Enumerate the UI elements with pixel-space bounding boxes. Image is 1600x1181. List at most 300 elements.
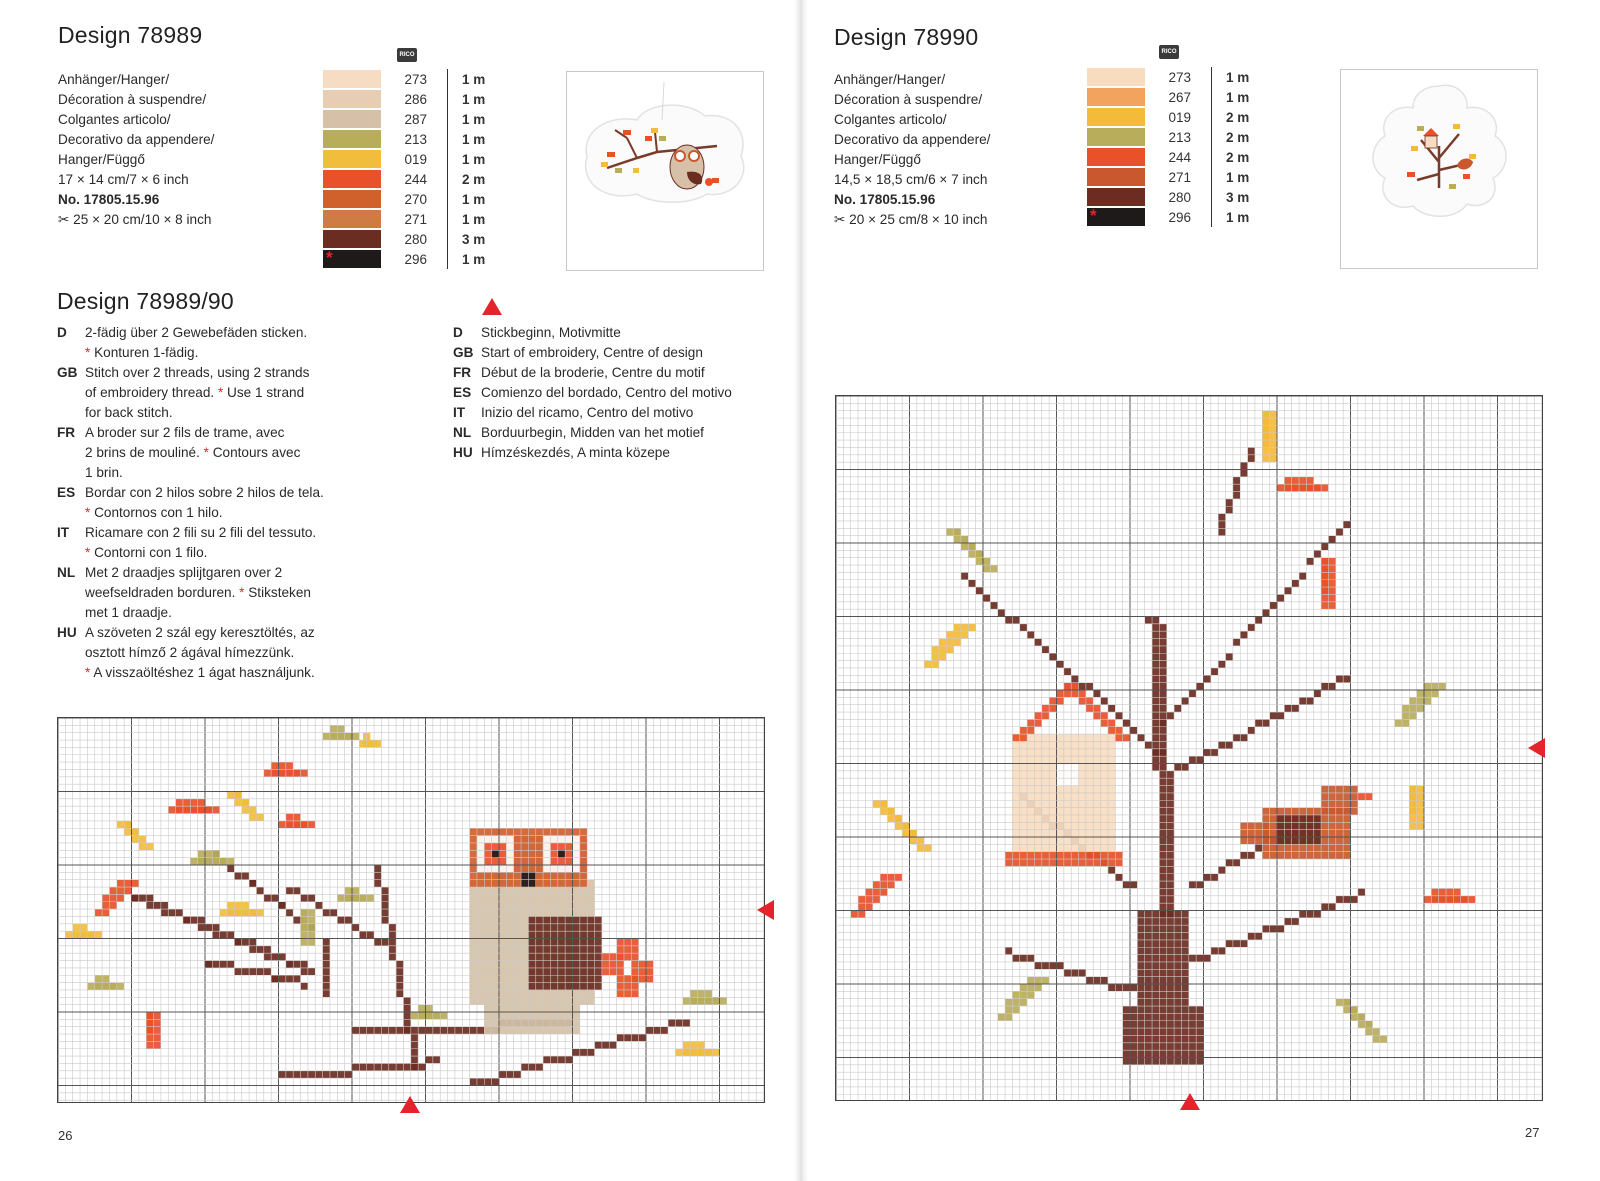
stitch-branch: [1189, 1006, 1196, 1013]
stitch-owl-body: [477, 939, 484, 946]
stitch-branch: [323, 909, 330, 916]
stitch-branch: [1145, 617, 1152, 624]
stitch-branch: [242, 872, 249, 879]
stitch-branch: [1145, 984, 1152, 991]
cross-stitch-chart-owl: [57, 717, 765, 1103]
stitch-branch: [653, 1027, 660, 1034]
instruction-gb: GB Stitch over 2 threads, using 2 strands of embroidery thread. * Use 1 strand for back stitch.: [57, 365, 310, 420]
stitch-owl-body: [506, 968, 513, 975]
stitch-owl-body: [543, 902, 550, 909]
stitch-branch: [359, 1063, 366, 1070]
stitch-owl-body: [573, 1019, 580, 1026]
stitch-owl-body: [528, 902, 535, 909]
stitch-leaf: [1321, 565, 1328, 572]
stitch-leaf: [95, 975, 102, 982]
stitch-branch: [1159, 844, 1166, 851]
stitch-branch: [1159, 1028, 1166, 1035]
stitch-branch: [1167, 991, 1174, 998]
stitch-branch: [1123, 984, 1130, 991]
legend-row: ES Comienzo del bordado, Centro del motivo: [453, 385, 732, 400]
stitch-branch: [198, 924, 205, 931]
stitch-branch: [1130, 984, 1137, 991]
stitch-branch: [396, 968, 403, 975]
stitch-branch: [1248, 852, 1255, 859]
stitch-branch: [1159, 793, 1166, 800]
stitch-branch: [1137, 947, 1144, 954]
stitch-owl-body: [521, 916, 528, 923]
stitch-branch: [1159, 764, 1166, 771]
stitch-branch: [183, 916, 190, 923]
stitch-branch: [1174, 991, 1181, 998]
legend-row: HU Hímzéskezdés, A minta közepe: [453, 445, 670, 460]
stitch-leaf: [1321, 558, 1328, 565]
stitch-branch: [1181, 1021, 1188, 1028]
stitch-branch: [301, 961, 308, 968]
stitch-leaf: [705, 990, 712, 997]
stitch-branch: [1181, 969, 1188, 976]
stitch-birdhouse-hole: [1057, 764, 1079, 786]
stitch-branch: [1145, 969, 1152, 976]
stitch-leaf: [1321, 572, 1328, 579]
stitch-branch: [470, 1078, 477, 1085]
stitch-branch: [279, 1071, 286, 1078]
stitch-branch: [646, 1027, 653, 1034]
stitch-owl-body: [565, 1027, 572, 1034]
stitch-owl-body: [528, 1012, 535, 1019]
stitch-branch: [345, 1071, 352, 1078]
stitch-owl-body: [477, 924, 484, 931]
stitch-branch: [1167, 903, 1174, 910]
stitch-owl-body: [514, 953, 521, 960]
stitch-branch: [411, 1041, 418, 1048]
stitch-owl-body: [565, 887, 572, 894]
stitch-owl-body: [573, 997, 580, 1004]
stitch-branch: [1152, 933, 1159, 940]
stitch-owl-body: [477, 909, 484, 916]
stitch-branch: [1181, 1050, 1188, 1057]
stitch-branch: [1328, 903, 1335, 910]
stitch-branch: [1233, 940, 1240, 947]
stitch-branch: [1152, 712, 1159, 719]
color-code: 019: [1168, 109, 1191, 125]
stitch-leaf: [1409, 793, 1416, 800]
stitch-branch: [1159, 1035, 1166, 1042]
stitch-branch: [1123, 1043, 1130, 1050]
stitch-branch: [301, 983, 308, 990]
stitch-leaf: [858, 896, 865, 903]
stitch-branch: [374, 880, 381, 887]
stitch-branch: [279, 975, 286, 982]
color-key-row: [1087, 207, 1249, 227]
stitch-branch: [1027, 955, 1034, 962]
stitch-branch: [1071, 969, 1078, 976]
color-swatch: [1087, 88, 1145, 106]
stitch-leaf: [102, 975, 109, 982]
stitch-branch: [1152, 969, 1159, 976]
stitch-branch: [227, 931, 234, 938]
thread-length: 1 m: [462, 191, 486, 207]
stitch-branch: [1130, 1050, 1137, 1057]
stitch-branch: [1159, 749, 1166, 756]
stitch-owl-body: [470, 916, 477, 923]
backstitch-star-icon: *: [1090, 206, 1097, 225]
stitch-branch: [1211, 668, 1218, 675]
stitch-branch: [1167, 984, 1174, 991]
thread-length: 2 m: [1226, 129, 1250, 145]
stitch-leaf: [939, 639, 946, 646]
stitch-branch: [1152, 999, 1159, 1006]
stitch-branch: [976, 587, 983, 594]
stitch-branch: [381, 1027, 388, 1034]
stitch-branch: [1248, 933, 1255, 940]
stitch-branch: [154, 902, 161, 909]
design-description-right: [834, 70, 990, 230]
stitch-branch: [1181, 925, 1188, 932]
stitch-branch: [234, 872, 241, 879]
stitch-leaf: [301, 916, 308, 923]
stitch-branch: [426, 1027, 433, 1034]
stitch-branch: [1218, 947, 1225, 954]
color-key-row: [323, 189, 485, 209]
stitch-branch: [1167, 911, 1174, 918]
stitch-branch: [264, 968, 271, 975]
stitch-branch: [1226, 653, 1233, 660]
stitch-owl-body: [477, 975, 484, 982]
stitch-owl-body: [580, 887, 587, 894]
stitch-branch: [1218, 521, 1225, 528]
stitch-owl-body: [514, 946, 521, 953]
stitch-branch: [1130, 1021, 1137, 1028]
stitch-owl-body: [558, 990, 565, 997]
stitch-branch: [968, 580, 975, 587]
stitch-owl-body: [506, 894, 513, 901]
stitch-owl-body: [514, 1005, 521, 1012]
stitch-owl-body: [521, 946, 528, 953]
color-key-row: [323, 249, 485, 269]
stitch-branch: [1167, 866, 1174, 873]
stitch-branch: [1123, 719, 1130, 726]
stitch-branch: [1159, 933, 1166, 940]
book-gutter: [794, 0, 808, 1181]
stitch-branch: [1167, 977, 1174, 984]
stitch-owl-body: [499, 990, 506, 997]
stitch-branch: [1336, 896, 1343, 903]
stitch-leaf: [697, 1041, 704, 1048]
stitch-branch: [1167, 881, 1174, 888]
stitch-branch: [1152, 727, 1159, 734]
stitch-branch: [264, 953, 271, 960]
stitch-branch: [1167, 896, 1174, 903]
stitch-branch: [1167, 859, 1174, 866]
stitch-branch: [1159, 741, 1166, 748]
stitch-branch: [146, 902, 153, 909]
stitch-owl-body: [499, 909, 506, 916]
stitch-branch: [1218, 866, 1225, 873]
stitch-branch: [286, 975, 293, 982]
stitch-owl-body: [514, 990, 521, 997]
stitch-leaf: [1262, 425, 1269, 432]
stitch-branch: [1115, 874, 1122, 881]
stitch-owl-body: [580, 902, 587, 909]
stitch-leaf: [227, 902, 234, 909]
stitch-owl-body: [492, 924, 499, 931]
stitch-branch: [301, 968, 308, 975]
stitch-owl-body: [499, 946, 506, 953]
stitch-owl-body: [506, 1019, 513, 1026]
stitch-branch: [1159, 896, 1166, 903]
stitch-branch: [1159, 999, 1166, 1006]
stitch-owl-body: [543, 909, 550, 916]
stitch-branch: [1255, 933, 1262, 940]
stitch-owl-body: [514, 997, 521, 1004]
stitch-owl-body: [484, 953, 491, 960]
stitch-branch: [1167, 822, 1174, 829]
stitch-owl-body: [565, 1012, 572, 1019]
stitch-branch: [1167, 933, 1174, 940]
stitch-branch: [1181, 933, 1188, 940]
stitch-branch: [256, 887, 263, 894]
desc-line: 17 × 14 cm/7 × 6 inch: [58, 172, 189, 187]
stitch-branch: [1306, 697, 1313, 704]
stitch-branch: [1167, 786, 1174, 793]
stitch-branch: [293, 961, 300, 968]
stitch-leaf: [1292, 477, 1299, 484]
stitch-owl-body: [521, 975, 528, 982]
stitch-branch: [330, 909, 337, 916]
stitch-branch: [1358, 888, 1365, 895]
stitch-branch: [389, 1063, 396, 1070]
color-key-row: [323, 209, 485, 229]
stitch-owl-body: [514, 939, 521, 946]
stitch-branch: [1086, 683, 1093, 690]
stitch-branch: [1159, 786, 1166, 793]
stitch-branch: [1174, 1035, 1181, 1042]
stitch-branch: [1012, 617, 1019, 624]
stitch-branch: [1174, 933, 1181, 940]
stitch-branch: [543, 1056, 550, 1063]
stitch-branch: [1152, 741, 1159, 748]
stitch-branch: [323, 968, 330, 975]
stitch-branch: [1270, 602, 1277, 609]
stitch-branch: [1196, 955, 1203, 962]
stitch-branch: [1137, 1006, 1144, 1013]
stitch-owl-body: [484, 924, 491, 931]
legend-row: IT Inizio del ricamo, Centro del motivo: [453, 405, 694, 420]
stitch-branch: [1145, 1058, 1152, 1065]
stitch-branch: [279, 902, 286, 909]
stitch-branch: [1343, 896, 1350, 903]
thread-length: 2 m: [1226, 149, 1250, 165]
stitch-branch: [323, 975, 330, 982]
stitch-owl-body: [499, 916, 506, 923]
stitch-owl-body: [470, 939, 477, 946]
desc-line: Anhänger/Hanger/: [834, 72, 946, 87]
stitch-branch: [1204, 675, 1211, 682]
stitch-owl-body: [492, 902, 499, 909]
stitch-leaf: [1439, 888, 1446, 895]
stitch-owl-body: [506, 990, 513, 997]
stitch-branch: [1123, 1021, 1130, 1028]
stitch-owl-body: [506, 887, 513, 894]
stitch-branch: [1145, 1035, 1152, 1042]
fabric-cut-size: ✂ 25 × 20 cm/10 × 8 inch: [58, 212, 212, 227]
stitch-owl-body: [587, 902, 594, 909]
color-key-row: [323, 169, 485, 189]
stitch-branch: [1137, 984, 1144, 991]
stitch-branch: [1159, 881, 1166, 888]
stitch-branch: [411, 1027, 418, 1034]
color-swatch: [1087, 128, 1145, 146]
stitch-owl-body: [484, 939, 491, 946]
stitch-branch: [1130, 1013, 1137, 1020]
stitch-branch: [1130, 727, 1137, 734]
stitch-branch: [1167, 955, 1174, 962]
stitch-branch: [286, 887, 293, 894]
stitch-owl-body: [565, 997, 572, 1004]
stitch-branch: [602, 1041, 609, 1048]
stitch-branch: [1167, 837, 1174, 844]
stitch-owl-body: [492, 1012, 499, 1019]
stitch-owl-body: [573, 909, 580, 916]
stitch-owl-body: [477, 968, 484, 975]
stitch-branch: [1233, 484, 1240, 491]
stitch-owl-body: [499, 983, 506, 990]
stitch-branch: [389, 924, 396, 931]
stitch-leaf: [146, 1012, 153, 1019]
stitch-branch: [1321, 683, 1328, 690]
stitch-branch: [1159, 690, 1166, 697]
stitch-branch: [381, 1063, 388, 1070]
stitch-branch: [271, 975, 278, 982]
stitch-branch: [1020, 624, 1027, 631]
stitch-branch: [1159, 925, 1166, 932]
stitch-branch: [1181, 955, 1188, 962]
stitch-branch: [440, 1027, 447, 1034]
stitch-owl-body: [550, 1005, 557, 1012]
stitch-owl-body: [550, 1019, 557, 1026]
stitch-owl-body: [536, 990, 543, 997]
stitch-branch: [1204, 749, 1211, 756]
color-key-left: [323, 69, 485, 269]
stitch-branch: [536, 1063, 543, 1070]
stitch-branch: [1306, 558, 1313, 565]
stitch-owl-body: [587, 880, 594, 887]
stitch-branch: [1108, 866, 1115, 873]
stitch-branch: [1189, 1050, 1196, 1057]
stitch-branch: [1152, 1058, 1159, 1065]
stitch-branch: [176, 909, 183, 916]
stitch-branch: [403, 1063, 410, 1070]
stitch-owl-body: [521, 983, 528, 990]
stitch-branch: [1174, 1006, 1181, 1013]
stitch-owl-body: [477, 887, 484, 894]
stitch-owl-body: [492, 931, 499, 938]
stitch-branch: [367, 1063, 374, 1070]
stitch-branch: [286, 961, 293, 968]
stitch-owl-body: [543, 1012, 550, 1019]
thread-length: 1 m: [462, 211, 486, 227]
stitch-branch: [595, 1041, 602, 1048]
stitch-branch: [271, 894, 278, 901]
stitch-branch: [279, 953, 286, 960]
stitch-owl-body: [499, 1005, 506, 1012]
stitch-owl-body: [573, 902, 580, 909]
stitch-branch: [675, 1019, 682, 1026]
stitch-owl-body: [492, 1005, 499, 1012]
stitch-branch: [1211, 947, 1218, 954]
stitch-owl-body: [543, 894, 550, 901]
stitch-owl-body: [521, 909, 528, 916]
stitch-owl-body: [470, 924, 477, 931]
stitch-owl-body: [470, 953, 477, 960]
stitch-leaf: [146, 1019, 153, 1026]
color-code: 273: [404, 71, 427, 87]
stitch-branch: [411, 1063, 418, 1070]
stitch-owl-body: [506, 939, 513, 946]
stitch-owl-body: [521, 997, 528, 1004]
legend-row: FR Début de la broderie, Centre du motif: [453, 365, 705, 380]
stitch-branch: [1159, 903, 1166, 910]
stitch-leaf: [932, 646, 939, 653]
stitch-branch: [1137, 1035, 1144, 1042]
stitch-leaf: [117, 880, 124, 887]
stitch-owl-body: [528, 894, 535, 901]
stitch-leaf: [690, 990, 697, 997]
stitch-branch: [1145, 962, 1152, 969]
stitch-branch: [1306, 911, 1313, 918]
stitch-branch: [1145, 1013, 1152, 1020]
stitch-branch: [1042, 646, 1049, 653]
stitch-owl-body: [514, 1019, 521, 1026]
stitch-branch: [1167, 793, 1174, 800]
stitch-branch: [1137, 1013, 1144, 1020]
stitch-owl-body: [514, 961, 521, 968]
stitch-branch: [1196, 683, 1203, 690]
product-photo-owl: [566, 71, 764, 271]
stitch-owl-body: [536, 1012, 543, 1019]
color-key-row: [1087, 67, 1249, 87]
stitch-leaf: [109, 887, 116, 894]
stitch-leaf: [1262, 418, 1269, 425]
stitch-owl-body: [470, 990, 477, 997]
stitch-leaf: [73, 924, 80, 931]
stitch-branch: [1189, 955, 1196, 962]
stitch-owl-body: [499, 968, 506, 975]
stitch-owl-body: [484, 916, 491, 923]
stitch-owl-body: [528, 1027, 535, 1034]
stitch-owl-body: [550, 990, 557, 997]
stitch-leaf: [1409, 786, 1416, 793]
stitch-branch: [256, 968, 263, 975]
stitch-branch: [1240, 631, 1247, 638]
color-code: 213: [404, 131, 427, 147]
owl-hanger-illustration: [567, 72, 763, 270]
stitch-owl-body: [580, 909, 587, 916]
stitch-branch: [573, 1049, 580, 1056]
stitch-owl-body: [484, 946, 491, 953]
stitch-branch: [389, 931, 396, 938]
birdhouse-hanger-illustration: [1341, 70, 1537, 268]
stitch-branch: [1086, 977, 1093, 984]
color-code: 271: [1168, 169, 1191, 185]
stitch-owl-body: [506, 916, 513, 923]
stitch-branch: [359, 1027, 366, 1034]
stitch-branch: [1152, 955, 1159, 962]
stitch-owl-body: [477, 946, 484, 953]
stitch-branch: [1159, 859, 1166, 866]
stitch-leaf: [954, 624, 961, 631]
stitch-leaf: [968, 543, 975, 550]
